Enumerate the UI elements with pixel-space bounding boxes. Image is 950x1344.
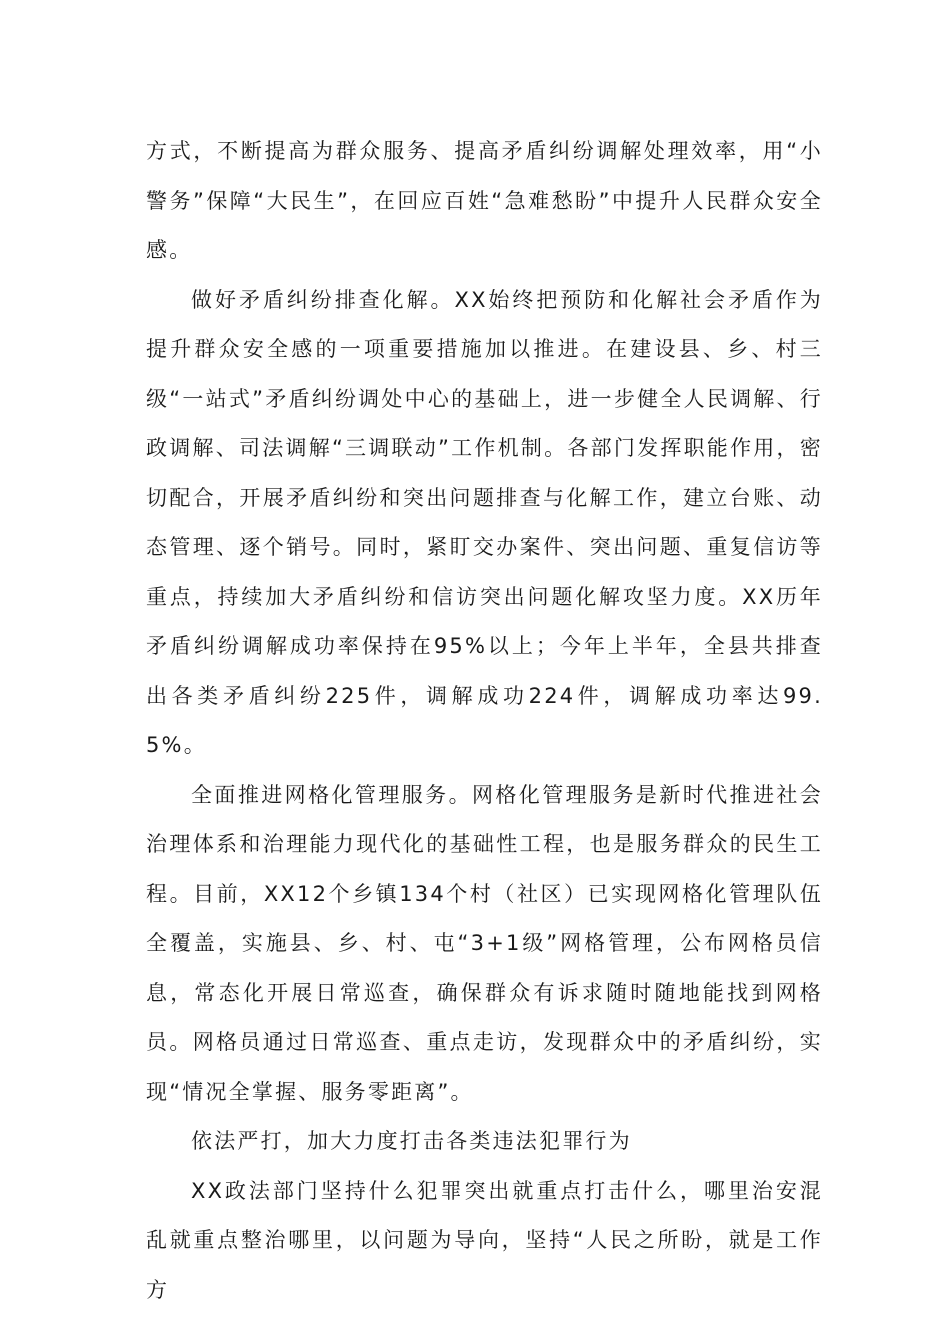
paragraph-continuation: 方式，不断提高为群众服务、提高矛盾纠纷调解处理效率，用“小警务”保障“大民生”，在回应百姓“急难愁盼”中提升人民群众安全感。 (146, 139, 823, 262)
paragraph-dispute-resolution: 做好矛盾纠纷排查化解。XX始终把预防和化解社会矛盾作为提升群众安全感的一项重要措施加以推进。在建设县、乡、村三级“一站式”矛盾纠纷调处中心的基础上，进一步健全人民调解、行政调解、司法调解“三调联动”工作机制。各部门发挥职能作用，密切配合，开展矛盾纠纷和突出问题排查与化解工作，建立台账、动态管理、逐个销号。同时，紧盯交办案件、突出问题、重复信访等重点，持续加大矛盾纠纷和信访突出问题化解攻坚力度。XX历年矛盾纠纷调解成功率保持在95%以上；今年上半年，全县共排查出各类矛盾纠纷225件，调解成功224件，调解成功率达99.5%。 (146, 287, 823, 757)
paragraph-crackdown: XX政法部门坚持什么犯罪突出就重点打击什么，哪里治安混乱就重点整治哪里，以问题为导向，坚持“人民之所盼，就是工作方 (146, 1178, 823, 1302)
paragraph-grid-management: 全面推进网格化管理服务。网格化管理服务是新时代推进社会治理体系和治理能力现代化的基础性工程，也是服务群众的民生工程。目前，XX12个乡镇134个村（社区）已实现网格化管理队伍全覆盖，实施县、乡、村、屯“3+1级”网格管理，公布网格员信息，常态化开展日常巡查，确保群众有诉求随时随地能找到网格员。网格员通过日常巡查、重点走访，发现群众中的矛盾纠纷，实现“情况全掌握、服务零距离”。 (146, 782, 823, 1104)
section-heading-crackdown: 依法严打，加大力度打击各类违法犯罪行为 (191, 1129, 632, 1153)
document-body (146, 127, 823, 1315)
